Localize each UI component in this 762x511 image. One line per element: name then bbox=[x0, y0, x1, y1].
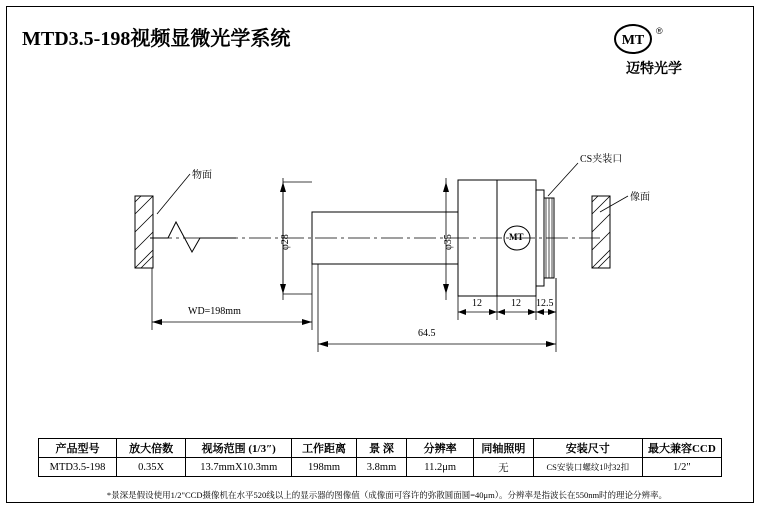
table-header-row bbox=[39, 439, 722, 458]
dim-working-distance bbox=[152, 264, 312, 330]
label-cs-mount: CS夹装口 bbox=[580, 154, 623, 165]
header-cell: 最大兼容CCD bbox=[642, 439, 721, 458]
label-segment-2: 12 bbox=[511, 298, 521, 309]
registered-mark: ® bbox=[656, 26, 663, 36]
cell-field-of-view: 13.7mmX10.3mm bbox=[186, 458, 292, 477]
label-working-distance: WD=198mm bbox=[188, 306, 241, 317]
object-zigzag bbox=[150, 222, 236, 252]
page-title: MTD3.5-198视频显微光学系统 bbox=[22, 28, 291, 50]
header-cell: 产品型号 bbox=[39, 439, 117, 458]
cell-max-ccd: 1/2" bbox=[642, 458, 721, 477]
label-object-plane: 物面 bbox=[192, 170, 212, 181]
header-cell: 安装尺寸 bbox=[533, 439, 642, 458]
leader-object-plane bbox=[157, 174, 190, 214]
label-image-plane: 像面 bbox=[630, 192, 650, 203]
label-phi28: φ28 bbox=[280, 234, 291, 250]
label-segment-3: 12.5 bbox=[536, 298, 554, 309]
cell-model: MTD3.5-198 bbox=[39, 458, 117, 477]
label-total-length: 64.5 bbox=[418, 328, 436, 339]
header-cell: 同轴照明 bbox=[473, 439, 533, 458]
image-plane-wall bbox=[592, 196, 610, 268]
svg-text:MT: MT bbox=[621, 33, 645, 48]
specification-table bbox=[38, 438, 722, 477]
cell-working-distance: 198mm bbox=[292, 458, 357, 477]
company-name: 迈特光学 bbox=[626, 62, 682, 77]
leader-cs-mount bbox=[548, 163, 578, 196]
label-segment-1: 12 bbox=[472, 298, 482, 309]
table-footnote: *景深是假设使用1/2"CCD摄像机在水平520线以上的显示器的图像值（成像面可容许的弥散圆面圆=40μm）。分辨率是指波长在550nm时的理论分辨率。 bbox=[106, 490, 668, 500]
cell-mount-size: CS安装口螺纹1吋32扣 bbox=[533, 458, 642, 477]
object-plane-wall bbox=[135, 196, 153, 268]
header-cell: 景 深 bbox=[356, 439, 406, 458]
body-logo-text: MT bbox=[509, 232, 524, 242]
table-row bbox=[39, 458, 722, 477]
cell-coaxial-illumination: 无 bbox=[473, 458, 533, 477]
leader-image-plane bbox=[600, 196, 628, 212]
header-cell: 放大倍数 bbox=[117, 439, 186, 458]
header-cell: 分辨率 bbox=[407, 439, 474, 458]
label-phi35: φ35 bbox=[443, 234, 454, 250]
header-cell: 工作距离 bbox=[292, 439, 357, 458]
cell-magnification: 0.35X bbox=[117, 458, 186, 477]
cell-depth-of-field: 3.8mm bbox=[356, 458, 406, 477]
header-cell: 视场范围 (1/3″) bbox=[186, 439, 292, 458]
cell-resolution: 11.2μm bbox=[407, 458, 474, 477]
